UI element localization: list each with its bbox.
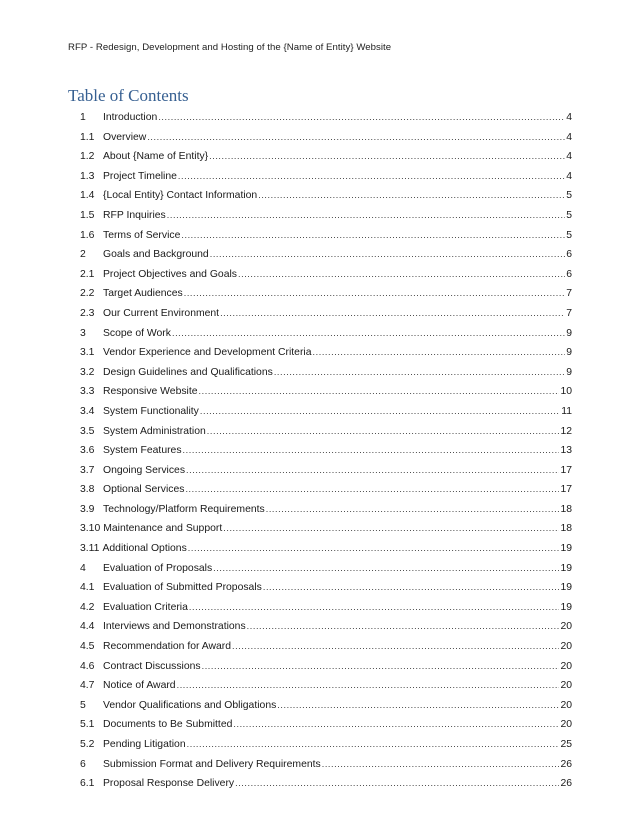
toc-dot-leader <box>186 465 559 475</box>
toc-entry-number: 4.7 <box>80 680 95 692</box>
toc-entry-number: 5.2 <box>80 739 95 750</box>
toc-dot-leader <box>177 680 560 690</box>
toc-entry-page: 4 <box>566 112 572 123</box>
toc-entry-page: 5 <box>566 190 572 202</box>
toc-entry-number: 6.1 <box>80 778 95 790</box>
toc-dot-leader <box>247 621 560 631</box>
toc-entry-page: 20 <box>560 680 572 692</box>
toc-dot-leader <box>266 504 560 514</box>
toc-entry-title: Goals and Background <box>103 249 209 261</box>
toc-entry-number: 4.6 <box>80 660 95 672</box>
toc-entry[interactable] <box>80 230 572 250</box>
toc-entry-title: Recommendation for Award <box>103 641 232 653</box>
toc-entry[interactable] <box>80 171 572 191</box>
toc-entry-title: Documents to Be Submitted <box>103 719 233 731</box>
toc-dot-leader <box>184 288 565 298</box>
toc-entry-number: 4.4 <box>80 621 95 633</box>
toc-entry[interactable] <box>80 563 572 583</box>
toc-entry-title: Additional Options <box>102 543 187 555</box>
toc-dot-leader <box>147 132 565 142</box>
toc-entry-title: Vendor Qualifications and Obligations <box>103 699 277 711</box>
toc-entry-page: 19 <box>560 562 572 574</box>
toc-entry[interactable] <box>80 328 572 348</box>
toc-entry-page: 20 <box>560 699 572 711</box>
toc-title: Table of Contents <box>68 86 189 105</box>
toc-entry[interactable] <box>80 210 572 230</box>
toc-entry-page: 20 <box>560 719 572 731</box>
toc-entry-number: 6 <box>80 758 86 770</box>
toc-entry[interactable] <box>80 445 572 465</box>
toc-entry-number: 4 <box>80 562 86 574</box>
toc-entry-number: 1.1 <box>80 131 95 143</box>
toc-entry-number: 3.1 <box>80 347 95 359</box>
toc-entry[interactable] <box>80 739 572 759</box>
toc-entry-number: 3.2 <box>80 366 95 378</box>
toc-entry-title: Submission Format and Delivery Requirements <box>103 758 321 770</box>
toc-entry-page: 7 <box>566 288 572 300</box>
toc-entry-title: Technology/Platform Requirements <box>103 503 265 515</box>
toc-dot-leader <box>200 406 560 416</box>
toc-entry-title: Project Objectives and Goals <box>103 268 237 280</box>
toc-dot-leader <box>263 582 560 592</box>
toc-entry[interactable] <box>80 582 572 602</box>
toc-entry[interactable] <box>80 543 572 563</box>
toc-dot-leader <box>233 719 559 729</box>
toc-dot-leader <box>220 308 565 318</box>
toc-entry-title: Maintenance and Support <box>103 523 223 535</box>
toc-entry[interactable] <box>80 465 572 485</box>
toc-entry-page: 7 <box>566 307 572 319</box>
toc-entry-number: 2.3 <box>80 307 95 319</box>
toc-entry-title: Interviews and Demonstrations <box>103 621 246 633</box>
toc-dot-leader <box>199 386 560 396</box>
toc-entry-title: System Functionality <box>103 405 199 417</box>
toc-entry-number: 2.1 <box>80 268 95 280</box>
toc-entry[interactable] <box>80 190 572 210</box>
toc-entry-title: Introduction <box>103 112 158 123</box>
toc-entry[interactable] <box>80 386 572 406</box>
toc-dot-leader <box>188 543 560 553</box>
toc-dot-leader <box>277 700 559 710</box>
toc-entry-title: Pending Litigation <box>103 739 186 750</box>
toc-entry[interactable] <box>80 661 572 681</box>
toc-entry[interactable] <box>80 700 572 720</box>
toc-entry-page: 19 <box>560 601 572 613</box>
toc-entry-page: 9 <box>566 347 572 359</box>
toc-entry[interactable] <box>80 523 572 543</box>
toc-entry-number: 3.4 <box>80 405 95 417</box>
toc-entry-title: About {Name of Entity} <box>103 151 209 163</box>
toc-entry-title: Evaluation of Proposals <box>103 562 213 574</box>
toc-entry-number: 2 <box>80 249 86 261</box>
toc-entry[interactable] <box>80 759 572 779</box>
toc-entry-page: 20 <box>560 660 572 672</box>
toc-entry-page: 17 <box>560 464 572 476</box>
toc-entry-page: 5 <box>566 229 572 241</box>
toc-entry-number: 3.3 <box>80 386 95 398</box>
toc-dot-leader <box>258 190 565 200</box>
toc-entry-title: Notice of Award <box>103 680 176 692</box>
toc-entry-number: 3 <box>80 327 86 339</box>
toc-entry[interactable] <box>80 778 572 798</box>
toc-entry-page: 12 <box>560 425 572 437</box>
toc-entry[interactable] <box>80 602 572 622</box>
toc-entry-page: 17 <box>560 484 572 496</box>
toc-dot-leader <box>213 563 559 573</box>
toc-entry-title: Evaluation Criteria <box>103 601 188 613</box>
toc-entry-number: 5 <box>80 699 86 711</box>
toc-dot-leader <box>274 367 565 377</box>
toc-entry-page: 6 <box>566 268 572 280</box>
toc-entry-number: 1 <box>80 112 86 123</box>
toc-entry-title: Scope of Work <box>103 327 171 339</box>
toc-entry-number: 1.5 <box>80 209 95 221</box>
toc-entry-number: 3.6 <box>80 445 95 457</box>
toc-entry-page: 6 <box>566 249 572 261</box>
toc-dot-leader <box>167 210 565 220</box>
toc-dot-leader <box>223 523 559 533</box>
toc-entry-number: 3.10 <box>80 523 101 535</box>
running-header: RFP - Redesign, Development and Hosting of the {Name of Entity} Website <box>68 42 392 53</box>
toc-dot-leader <box>210 249 565 259</box>
toc-entry[interactable] <box>80 641 572 661</box>
toc-entry-page: 4 <box>566 151 572 163</box>
toc-entry[interactable] <box>80 151 572 171</box>
toc-entry-title: Project Timeline <box>103 170 177 182</box>
toc-entry[interactable] <box>80 308 572 328</box>
toc-dot-leader <box>207 426 560 436</box>
toc-entry[interactable] <box>80 367 572 387</box>
toc-entry-title: Overview <box>103 131 147 143</box>
toc-entry-page: 10 <box>560 386 572 398</box>
toc-entry-title: Contract Discussions <box>103 660 201 672</box>
toc-entry-title: System Administration <box>103 425 206 437</box>
toc-dot-leader <box>187 739 560 749</box>
toc-entry-title: Vendor Experience and Development Criteria <box>103 347 312 359</box>
toc-entry[interactable] <box>80 504 572 524</box>
toc-dot-leader <box>238 269 565 279</box>
toc-entry-title: Design Guidelines and Qualifications <box>103 366 273 378</box>
toc-entry-page: 13 <box>560 445 572 457</box>
toc-entry-page: 4 <box>566 170 572 182</box>
toc-entry-number: 4.5 <box>80 641 95 653</box>
toc-entry-number: 1.2 <box>80 151 95 163</box>
toc-entry-page: 26 <box>560 778 572 790</box>
toc-entry-title: {Local Entity} Contact Information <box>103 190 258 202</box>
toc-entry-number: 4.1 <box>80 582 95 594</box>
toc-dot-leader <box>185 484 559 494</box>
toc-dot-leader <box>172 328 565 338</box>
toc-dot-leader <box>183 445 560 455</box>
toc-entry-page: 26 <box>560 758 572 770</box>
toc-entry-title: Proposal Response Delivery <box>103 778 235 790</box>
toc-entry-page: 25 <box>560 739 572 750</box>
toc-entry-page: 18 <box>560 503 572 515</box>
toc-entry[interactable] <box>80 112 572 132</box>
toc-entry[interactable] <box>80 132 572 152</box>
toc-entry-title: Evaluation of Submitted Proposals <box>103 582 262 594</box>
toc-entry-page: 20 <box>560 621 572 633</box>
toc-entry-page: 20 <box>560 641 572 653</box>
toc-entry-title: Optional Services <box>103 484 185 496</box>
toc-dot-leader <box>235 778 559 788</box>
toc-entry-page: 11 <box>561 405 572 417</box>
toc-dot-leader <box>189 602 560 612</box>
toc-entry-number: 3.11 <box>80 543 100 555</box>
toc-entry-number: 3.9 <box>80 503 95 515</box>
toc-dot-leader <box>181 230 565 240</box>
toc-entry[interactable] <box>80 621 572 641</box>
toc-entry-number: 1.6 <box>80 229 95 241</box>
toc-entry-page: 9 <box>566 366 572 378</box>
toc-entry[interactable] <box>80 288 572 308</box>
toc-entry[interactable] <box>80 269 572 289</box>
toc-entry-page: 9 <box>566 327 572 339</box>
toc-entry-page: 19 <box>560 543 572 555</box>
toc-entry-number: 3.8 <box>80 484 95 496</box>
toc-dot-leader <box>322 759 560 769</box>
toc-entry[interactable] <box>80 680 572 700</box>
toc-dot-leader <box>313 347 565 357</box>
toc-entry-page: 5 <box>566 209 572 221</box>
toc-entry-title: Target Audiences <box>103 288 183 300</box>
toc-entry-title: Our Current Environment <box>103 307 220 319</box>
toc-entry-title: Terms of Service <box>103 229 181 241</box>
toc-entry-page: 18 <box>560 523 572 535</box>
toc-dot-leader <box>209 151 565 161</box>
toc-dot-leader <box>178 171 565 181</box>
toc-entry-number: 3.7 <box>80 464 95 476</box>
toc-entry-title: System Features <box>103 445 182 457</box>
toc-entry[interactable] <box>80 426 572 446</box>
toc-entry-title: Responsive Website <box>103 386 198 398</box>
toc-entry[interactable] <box>80 347 572 367</box>
toc-entry-number: 1.4 <box>80 190 95 202</box>
toc-entry[interactable] <box>80 249 572 269</box>
toc-dot-leader <box>202 661 560 671</box>
toc-list <box>80 112 572 798</box>
toc-dot-leader <box>158 112 565 122</box>
toc-entry[interactable] <box>80 719 572 739</box>
toc-entry-title: Ongoing Services <box>103 464 186 476</box>
toc-dot-leader <box>232 641 559 651</box>
toc-entry-title: RFP Inquiries <box>103 209 166 221</box>
toc-entry-number: 1.3 <box>80 170 95 182</box>
toc-entry-page: 4 <box>566 131 572 143</box>
toc-entry-number: 4.2 <box>80 601 95 613</box>
toc-entry[interactable] <box>80 484 572 504</box>
toc-entry-number: 5.1 <box>80 719 95 731</box>
toc-entry-number: 2.2 <box>80 288 95 300</box>
toc-entry[interactable] <box>80 406 572 426</box>
toc-entry-page: 19 <box>560 582 572 594</box>
toc-entry-number: 3.5 <box>80 425 95 437</box>
